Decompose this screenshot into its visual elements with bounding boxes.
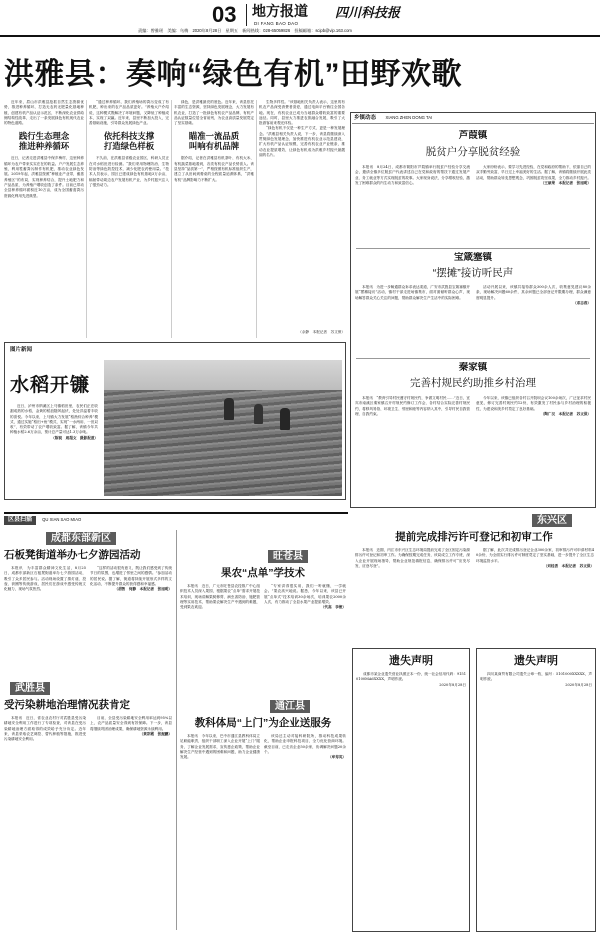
s3-title: 秦家镇: [458, 362, 488, 373]
lead-col-3: [174, 100, 254, 340]
dongxing-author: （刘桂香 本报记者 苏文保）: [543, 563, 594, 568]
wangcang-title: 果农“点单”学技术: [221, 567, 305, 579]
quxian-label-cn: 区县扫描: [4, 516, 36, 525]
photo-news-credit: （陈锐 周超文 摄影报道）: [51, 435, 98, 440]
lead-col-1: [4, 100, 84, 340]
notice-2-body: [480, 672, 592, 712]
wusheng-text-b: 目前，全县受污染耕地安全利用率达到95%以上，农产品质量安全得到有效保障。下一步，该县将继续巩固治理成果，确保耕地资源永续利用。: [90, 716, 172, 731]
tongjiang-text-b: 该局还主动对接科研院所，推动科技成果转化，帮助企业申报科技项目，全力优化营商环境。截至目前，已走访企业50余家，协调解决问题20余个。: [264, 734, 346, 754]
s3-text-b: 今年以来，该镇已组织各村召开院坝会议100余场次，广泛征求村民意见，修订完善村规民约12份，有效激发了村民参与乡村治理的积极性，为建设和美乡村奠定了良好基础。: [476, 396, 591, 411]
tongjiang-text-a: 本报讯 今年以来，巴中市通江县教科体局立足职能职责，组织干部职工深入企业开展“上门”服务，了解企业发展需求，宣传惠企政策，帮助企业解决生产经营中遇到的困难和问题，助力企业健康发展。: [180, 734, 260, 760]
wangcang-text-b: “专家讲得很实用，我们一听就懂，一学就会。”果农高兴地说。据悉，今年以来，该县已开展“点单式”技术培训30余场次，培训果农2000余人次，有力推动了全县水果产业提质增效。: [264, 584, 346, 604]
wangcang-tag: 旺苍县: [268, 550, 308, 563]
brand-logo: 四川科技报: [335, 6, 401, 21]
lead-col-4-body-b: “绿色有机不仅是一种生产方式，更是一种发展理念。”洪雅县相关负责人说，下一步，该县将继续深入贯彻绿色发展理念，加快推进有机农业示范县建设，扩大有机产品认证规模，完善有机农业产业链条，推动农业提质增效，让绿色有机成为洪雅乡村振兴最靓丽的名片。: [259, 126, 345, 157]
col-rule: [86, 100, 87, 338]
lead-col-3-body: 绿色，是洪雅最亮的底色。近年来，该县依托丰富的生态资源，坚持绿色发展理念，大力发展有机农业，打造了一批绿色有机农产品品牌，有机产品认证数量位居全省前列，为农业高质量发展奠定了坚实基础。: [174, 100, 254, 126]
photo-field-rows: [104, 390, 342, 496]
chengdu-author: （胡智 何静 本报记者 张旭明）: [114, 587, 172, 592]
wusheng-col-b: [90, 716, 172, 930]
section-rule: [356, 358, 590, 359]
header-rule: [0, 35, 600, 37]
s2-col-a: [355, 285, 470, 355]
dongxing-title: 提前完成排污许可登记和初审工作: [395, 531, 553, 543]
chengdu-col-b: [90, 566, 172, 676]
wusheng-col-a: [4, 716, 86, 930]
wusheng-title: 受污染耕地治理情况获肯定: [4, 699, 130, 711]
lead-col-4-body: 生物多样性。”该基地相关负责人表示，这里的有机农产品深受消费者喜爱，通过电商平台销往全国各地。现在，有机农业已成为当地群众增收致富的重要途径。同时，县里大力推进农旅融合发展，吸引了大批游客前来观光体验。: [259, 100, 345, 126]
chengdu-col-a: [4, 566, 86, 676]
notice-1-text: 成都市某企业遗失营业执照正本一份，统一社会信用代码：91510100MA6XXXX，声明作废。: [356, 672, 466, 682]
wangcang-col-a: [180, 584, 260, 694]
chengdu-text-b: “这样的活动很有意义，既让我们感受到了传统节日的氛围，也增进了邻里之间的感情。”参加活动的居民说。据了解，街道将持续开展形式多样的文化活动，不断提升群众的获得感和幸福感。: [90, 566, 172, 586]
photo-news-title: 水稻开镰: [10, 374, 91, 396]
dongxing-col-a: [355, 548, 470, 644]
photo-sky: [104, 360, 342, 390]
xiangzhen-label-en: XIANG ZHEN DONG TAI: [385, 115, 433, 120]
header-info: 责编：曾雅瑶 美编：乌梅 2020年8月28日 星期五 新闻热线：028-65059826 投稿邮箱：scipb@vip.163.com: [138, 28, 352, 33]
wangcang-col-b: [264, 584, 346, 694]
dongxing-text-a: 本报讯 近期，内江市东兴区生态环境局提前完成了全区固定污染源排污许可登记和初审工作。为确保按期完成任务，该局成立工作专班，深入企业开展现场指导，帮助企业规范填报信息，确保排污许可“应发尽发、应登尽登”。: [355, 548, 470, 568]
xiangzhen-rule: [352, 123, 594, 124]
lead-col-2-body-b: 不久前，在洪雅县省级农业园区，科研人员正在对水稻田进行检测。“我们采用物理防治、生物防治等绿色防控技术，减少化肥农药使用量。”技术人员表示，园区已建成绿色有机基地3万余亩，辐射带动周边农户发展有机产业，为乡村振兴注入了强劲动力。: [89, 156, 169, 187]
s2-col-b: [476, 285, 591, 355]
quxian-label-en: QU XIAN SAO MIAO: [42, 517, 82, 522]
dongxing-tag: 东兴区: [532, 514, 572, 527]
s2-text-b: 活动开展以来，该镇共接待群众300余人次，收集意见建议80余条，现场解决问题60余件，其余问题已全部登记并限期办理，群众满意度明显提升。: [476, 285, 591, 300]
notice-2-title: 遗失声明: [514, 655, 558, 667]
lead-col-1-body: 近日，记者走进洪雅县中保乡梅村，这里种养循环为农户带来实实在在的收益。户户发展生态养殖，利用牲畜粪污制作有机肥，推动农业绿色发展。2019年起，洪雅县按照“种植业产业带，畜禽养殖区”的布局，实现种养结合，提升土地肥力和产品品质，为养殖户增收创造了条件。目前已带动全县种养循环面积近10万亩，成为全国畜禽粪污资源化利用先进典型。: [4, 156, 84, 198]
lead-col-2-body: “通过种养循环，我们养殖场的粪污变成了有机肥，种出来的农产品品质更好。”养殖大户介绍说，这种模式既解决了环境问题，又降低了种植成本，实现了双赢。近年来，县里不断加大投入，完善基础设施，引导群众发展绿色产业。: [89, 100, 169, 126]
notice-2-date: 2020年8月28日: [565, 682, 592, 687]
s1-author: （王硕果 本报记者 张旭明）: [540, 180, 591, 185]
s1-title: 芦葭镇: [458, 130, 488, 141]
wusheng-text-a: 本报讯 近日，省农业农村厅对武胜县受污染耕地安全利用工作进行了专项检查，对该县在受污染耕地治理方面取得的成效给予充分肯定。近年来，该县采取农艺调控、替代种植等措施，推进受污染耕地安全利用。: [4, 716, 86, 742]
wusheng-tag: 武胜县: [10, 682, 50, 695]
s1-text-b: 大家纷纷表示，要学习先进经验，在党和政府的帮助下，依靠自己的双手勤劳致富，早日过上幸福美好的生活。据了解，该镇将继续开展此类活动，帮助群众转变思想观念，巩固脱贫攻坚成果，全力推动乡村振兴。: [476, 165, 591, 180]
dongxing-col-b: [476, 548, 594, 644]
lead-subhead-1: 践行生态理念 推进种养循环: [18, 131, 70, 152]
s2-subtitle: “摆摊”接访听民声: [432, 267, 514, 279]
lead-col-4: [259, 100, 345, 330]
photo-news-caption: [10, 404, 98, 496]
s2-title: 宝箴塞镇: [453, 252, 492, 263]
s3-text-a: 本报讯 “教育引导村民遵守村规民约，争做文明村民……”近日，宜宾市南溪区秦家镇召开村规民约修订工作会，各村结合实际完善村规民约，将移风易俗、环境卫生、邻里和睦等内容纳入其中，引导村民自我管理、自我约束。: [355, 396, 470, 416]
notice-1-date: 2020年8月28日: [439, 682, 466, 687]
lead-subhead-2: 依托科技支撑 打造绿色样板: [103, 131, 155, 152]
chengdu-text-a: 本报讯 为丰富群众精神文化生活，8月25日，成都东部新区石板凳街道举办七夕游园活动，吸引了众多居民参与。活动现场设置了猜灯谜、投壶、套圈等传统游戏，居民们在游戏中感受传统文化魅力，现场气氛热烈。: [4, 566, 86, 592]
tongjiang-title: 教科体局“上门”为企业送服务: [194, 717, 332, 729]
section-title-en: DI FANG BAO DAO: [254, 21, 299, 26]
col-rule: [256, 100, 257, 338]
section-title: 地方报道: [252, 3, 308, 19]
s1-col-b: [476, 165, 591, 245]
quxian-top-rule: [4, 512, 348, 514]
xiangzhen-label: [354, 114, 584, 122]
chengdu-title: 石板凳街道举办七夕游园活动: [4, 549, 141, 561]
rice-harvest-photo: [104, 360, 342, 496]
lead-subhead-3: 瞄准一流品质 叫响有机品牌: [188, 131, 240, 152]
col-rule: [171, 100, 172, 338]
notice-1-body: [356, 672, 466, 712]
lead-col-1-intro: 近年来，眉山市洪雅县抢抓自然生态资源优势，推进种养循环，打造无农药无肥量化基地种植，创建有机产品认证示范区，不断深化农业供给侧结构性改革，走出了一条发展绿色有机现代农业的特色道路。: [4, 100, 84, 126]
tongjiang-col-a: [180, 734, 260, 930]
tongjiang-author: （牟寿英）: [328, 755, 346, 760]
lead-author: （余静 本报记者 苏文保）: [298, 330, 345, 334]
wangcang-author: （代高 李俊）: [320, 605, 346, 610]
photo-news-caption-text: 近日，泸州市纳溪区上马镇稻田里，农民们正在收割成熟的水稻，金黄的稻浪随风起伏，处处洋溢着丰收的喜悦。今年以来，上马镇大力发展“稻渔综合种养”模式，通过实施“稻田+鱼”模式，实现“一水两用、一田双收”，有效带动了农户增收致富。据了解，该镇今年共种植水稻2.6万余亩，预计总产量可达1.3万余吨。: [10, 404, 98, 435]
tongjiang-tag: 通江县: [270, 700, 310, 713]
s2-text-a: 本报讯 为进一步畅通群众诉求表达渠道，广安市武胜县宝箴塞镇开展“摆摊接访”活动，镇村干部走进场镇集市，面对面倾听群众心声，现场解答群众关心关注的问题，帮助群众解决生产生活中的实际困难。: [355, 285, 470, 300]
s3-subtitle: 完善村规民约助推乡村治理: [410, 377, 536, 389]
farmer-figure: [280, 408, 290, 430]
s1-col-a: [355, 165, 470, 245]
notice-2-text: 四川某商贸有限公司遗失公章一枚，编号：5101000XXXXX，声明作废。: [480, 672, 592, 682]
photo-news-label: 图片新闻: [10, 347, 33, 353]
lead-headline: 洪雅县：奏响“绿色有机”田野欢歌: [4, 58, 462, 91]
section-rule: [356, 248, 590, 249]
farmer-figure: [224, 398, 234, 420]
masthead: [0, 0, 600, 34]
quxian-col-rule: [176, 530, 177, 930]
wangcang-text-a: 本报讯 近日，广元市旺苍县农技推广中心组织技术人员深入果园，根据果农“点单”需求开展技术培训，现场讲解果树修剪、病虫害防治、施肥管理等实用技术，帮助果农解决生产中遇到的难题，受到果农欢迎。: [180, 584, 260, 610]
s3-col-b: [476, 396, 591, 504]
chengdu-tag: 成都东部新区: [46, 532, 116, 545]
masthead-divider: [246, 4, 247, 26]
tongjiang-col-b: [264, 734, 346, 930]
s3-author: （陶广汉 本报记者 苏文保）: [540, 411, 591, 416]
dongxing-text-b: 据了解，此次共完成排污登记企业300余家，初审排污许可申请材料40余份，为全面实行排污许可制度奠定了坚实基础，进一步提升了全区生态环境监管水平。: [476, 548, 594, 563]
xiangzhen-label-cn: 乡镇动态: [354, 115, 377, 121]
s1-subtitle: 脱贫户分享脱贫经验: [425, 146, 521, 158]
s3-col-a: [355, 396, 470, 504]
s2-author: （邓志春）: [573, 300, 591, 305]
page-number: 03: [212, 2, 237, 27]
lead-col-2: [89, 100, 169, 340]
lead-col-3-body-b: 据介绍，记者在洪雅县有机茶叶、有机大米、有机蔬菜基地看到，各类有机农产品长势喜人。该县坚持“品质第一”，严格按照有机标准组织生产，建立了从田间到餐桌的全程质量追溯体系，“洪雅有机”品牌影响力不断扩大。: [174, 156, 254, 182]
quxian-label: [4, 515, 348, 525]
s1-text-a: 本报讯 8月24日，成都市简阳市芦葭镇举行脱贫户经验分享交流会，邀请全镇多位脱贫户代表讲述自己在党和政府的帮扶下通过发展产业、务工就业等方式实现脱贫的故事。大家现身说法，分享增收经验，激发了困难群众的内生动力和致富信心。: [355, 165, 470, 185]
wusheng-author: （黄彩霞 张振鹏）: [139, 731, 172, 736]
notice-1-title: 遗失声明: [389, 655, 433, 667]
farmer-figure: [254, 404, 263, 424]
